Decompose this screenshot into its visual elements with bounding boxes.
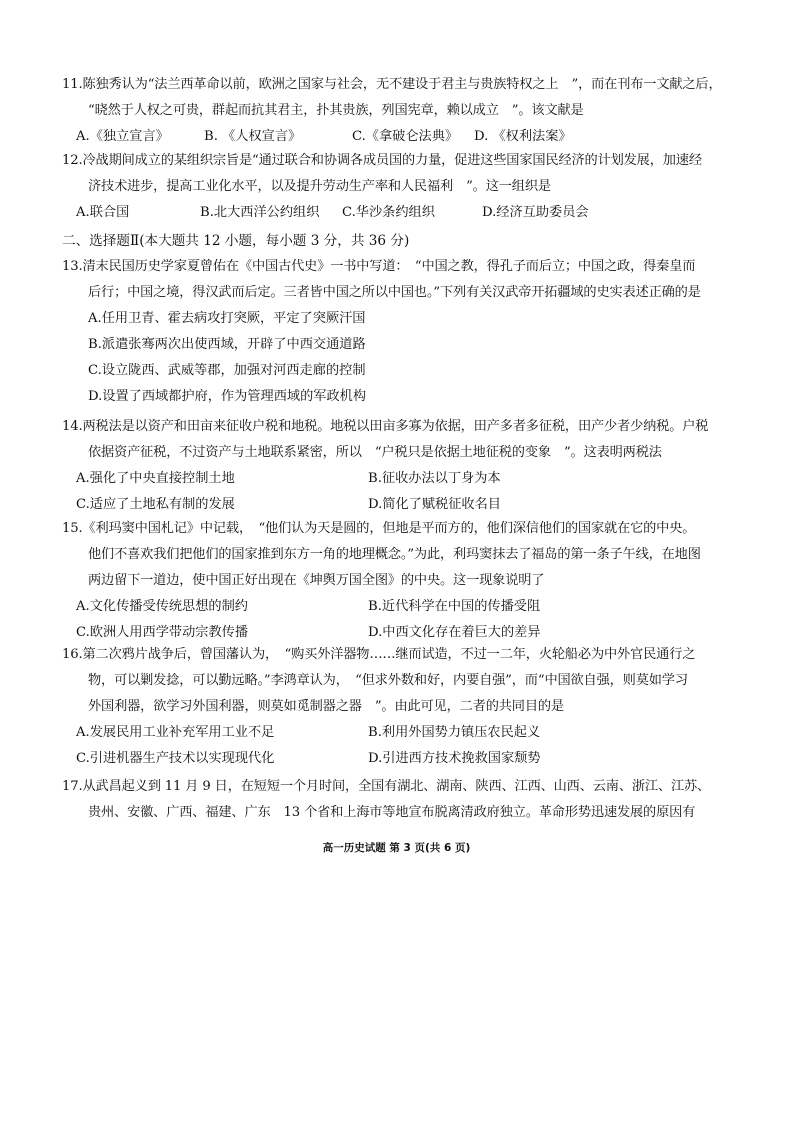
section-title: 二、选择题Ⅱ(本大题共 12 小题，每小题 3 分，共 36 分) bbox=[62, 233, 410, 249]
option-a: A.任用卫青、霍去病攻打突厥，平定了突厥汗国 bbox=[88, 311, 366, 326]
option-b: B.征收办法以丁身为本 bbox=[368, 471, 501, 486]
option-a: A.发展民用工业补充军用工业不足 bbox=[76, 725, 275, 740]
option-d: D. 《权利法案》 bbox=[474, 129, 572, 144]
option-c: C.《拿破仑法典》 bbox=[352, 129, 459, 144]
option-c: C.引进机器生产技术以实现现代化 bbox=[76, 751, 275, 766]
question-stem-line: 外国利器，欲学习外国利器，则莫如觅制器之器 ”。由此可见，二者的共同目的是 bbox=[88, 699, 564, 714]
question-stem-line: 后行；中国之境，得汉武而后定。三者皆中国之所以中国也。”下列有关汉武帝开拓疆域的史实表述正确的是 bbox=[88, 285, 701, 300]
question-17 bbox=[62, 774, 742, 826]
option-d: D.简化了赋税征收名目 bbox=[368, 497, 501, 512]
options-grid bbox=[62, 720, 742, 772]
question-stem-line: 济技术进步，提高工业化水平，以及提升劳动生产率和人民福利 ”。这一组织是 bbox=[88, 179, 551, 194]
option-a: A.《独立宣言》 bbox=[76, 129, 169, 144]
option-c: C.设立陇西、武威等郡，加强对河西走廊的控制 bbox=[88, 363, 366, 378]
option-b: B.利用外国势力镇压农民起义 bbox=[368, 725, 541, 740]
option-c: C.欧洲人用西学带动宗教传播 bbox=[76, 625, 249, 640]
question-12 bbox=[62, 148, 742, 226]
question-stem-line: 11.陈独秀认为“法兰西革命以前，欧洲之国家与社会，无不建设于君主与贵族特权之上 ”，而在刊布一文献之后， bbox=[62, 77, 722, 92]
option-d: D.引进西方技术挽救国家颓势 bbox=[368, 751, 541, 766]
page-footer: 高一历史试题 第 3 页(共 6 页) bbox=[322, 842, 471, 854]
option-b: B.近代科学在中国的传播受阻 bbox=[368, 599, 541, 614]
option-b: B. 《人权宣言》 bbox=[204, 129, 302, 144]
option-d: D.设置了西域都护府，作为管理西域的军政机构 bbox=[88, 389, 367, 404]
question-stem-line: 贵州、安徽、广西、福建、广东 13 个省和上海市等地宣布脱离清政府独立。革命形势迅速发展的原因有 bbox=[88, 805, 696, 820]
option-c: C.适应了土地私有制的发展 bbox=[76, 497, 235, 512]
options-row bbox=[62, 124, 742, 150]
question-stem-line: 12.冷战期间成立的某组织宗旨是“通过联合和协调各成员国的力量，促进这些国家国民经济的计划发展，加速经 bbox=[62, 153, 702, 168]
option-b: B.派遣张骞两次出使西域，开辟了中西交通道路 bbox=[88, 337, 366, 352]
question-stem-line: 14.两税法是以资产和田亩来征收户税和地税。地税以田亩多寡为依据，田产多者多征税，田产少者少纳税。户税 bbox=[62, 419, 709, 434]
question-stem-line: 16.第二次鸦片战争后，曾国藩认为， “购买外洋器物……继而试造，不过一二年，火轮船必为中外官民通行之 bbox=[62, 647, 696, 662]
option-d: D.中西文化存在着巨大的差异 bbox=[368, 625, 541, 640]
options-grid bbox=[62, 466, 742, 518]
question-14 bbox=[62, 414, 742, 518]
option-b: B.北大西洋公约组织 bbox=[200, 205, 320, 220]
question-stem-line: 13.清末民国历史学家夏曾佑在《中国古代史》一书中写道： “中国之教，得孔子而后立；中国之政，得秦皇而 bbox=[62, 259, 696, 274]
option-c: C.华沙条约组织 bbox=[342, 205, 435, 220]
option-a: A.联合国 bbox=[76, 205, 130, 220]
question-stem-line: 物，可以剿发捻，可以勤远略。”李鸿章认为， “但求外数和好，内要自强”，而“中国欲自强，则莫如学习 bbox=[88, 673, 688, 688]
question-13 bbox=[62, 254, 742, 410]
question-stem-line: 两边留下一道边，使中国正好出现在《坤舆万国全图》的中央。这一现象说明了 bbox=[88, 573, 545, 588]
question-11 bbox=[62, 72, 742, 150]
option-a: A.强化了中央直接控制土地 bbox=[76, 471, 235, 486]
question-stem-line: 他们不喜欢我们把他们的国家推到东方一角的地理概念。”为此，利玛窦抹去了福岛的第一条子午线，在地图 bbox=[88, 547, 701, 562]
options-row bbox=[62, 200, 742, 226]
question-stem-line: 17.从武昌起义到 11 月 9 日，在短短一个月时间，全国有湖北、湖南、陕西、江西、山西、云南、浙江、江苏、 bbox=[62, 779, 711, 794]
question-16 bbox=[62, 642, 742, 772]
option-a: A.文化传播受传统思想的制约 bbox=[76, 599, 248, 614]
question-stem-line: 依据资产征税，不过资产与土地联系紧密，所以 “户税只是依据土地征税的变象 ”。这表明两税法 bbox=[88, 445, 662, 460]
options-grid bbox=[62, 594, 742, 646]
question-15 bbox=[62, 516, 742, 646]
question-stem-line: “晓然于人权之可贵，群起而抗其君主，扑其贵族，列国宪章，赖以成立 ”。该文献是 bbox=[88, 103, 584, 118]
option-d: D.经济互助委员会 bbox=[482, 205, 589, 220]
question-stem-line: 15.《利玛窦中国札记》中记载， “他们认为天是圆的，但地是平而方的，他们深信他们的国家就在它的中央。 bbox=[62, 521, 696, 536]
